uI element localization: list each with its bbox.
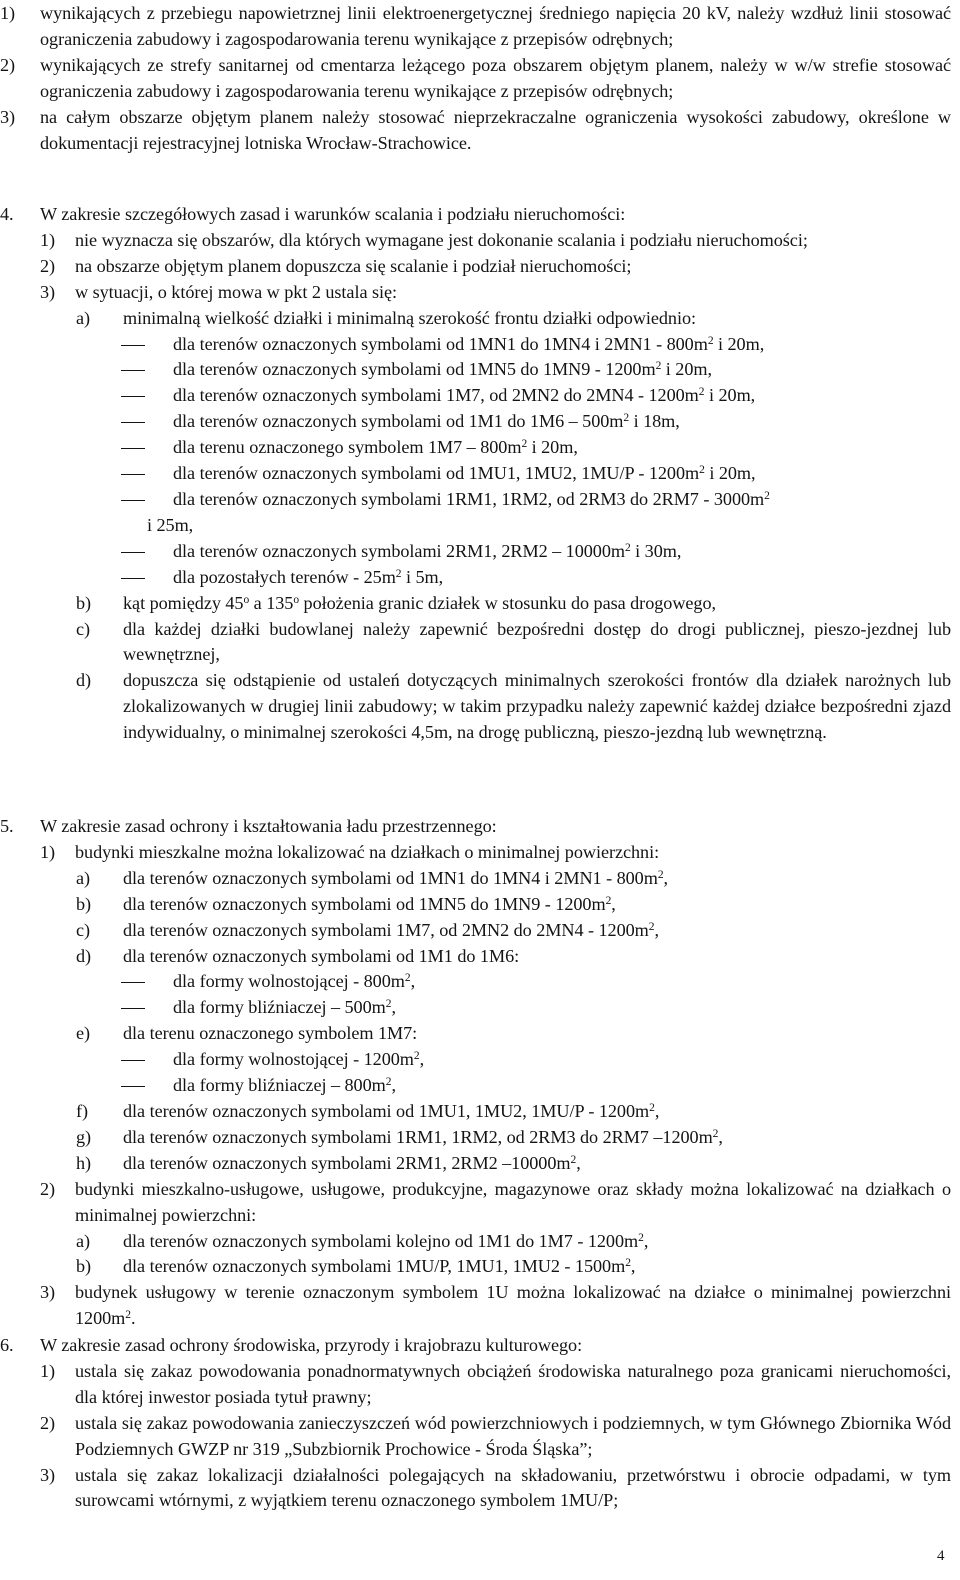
item-text: na całym obszarze objętym planem należy stosować nieprzekraczalne ograniczenia wysokości zabudowy, określone w dokumentacji rejestracyjnej lotniska Wrocław-Strachowice. [40,106,951,153]
item-letter: b) [76,893,92,914]
dash-text-end: i 20m, [704,463,756,484]
sub-item [0,892,951,918]
dash-bullet [121,500,145,501]
superscript: 2 [698,386,705,399]
dash-bullet [121,578,145,579]
sub-item [0,1021,951,1047]
section-5 [0,814,951,1332]
item-text-end: , [718,1126,723,1147]
sub-item [0,591,951,617]
item-text-end: , [576,1152,581,1173]
item-letter: a) [76,867,91,888]
item-text: dopuszcza się odstąpienie od ustaleń dotyczących minimalnych szerokości frontów dla działek narożnych lub zlokalizowanych w drugiej linii zabudowy; w takim przypadku należy zapewnić każdej działce bezpośredni zjazd indywidualny, o minimalnej szerokości 4,5m, na drogę publiczną, pieszo-jezdną lub wewnętrzną. [123,670,951,743]
item-text-end: . [130,1308,136,1329]
heading-text: W zakresie szczegółowych zasad i warunków scalania i podziału nieruchomości: [40,204,626,224]
section-number: 4. [0,204,14,224]
dash-bullet [121,552,145,553]
item-letter: c) [76,618,91,639]
item-text: na obszarze objętym planem dopuszcza się scalanie i podział nieruchomości; [75,255,632,276]
list-item [0,228,951,254]
dash-text-end: i 18m, [629,411,680,432]
superscript: 2 [655,360,662,373]
item-letter: b) [76,592,92,613]
item-text: dla każdej działki budowlanej należy zapewnić bezpośredni dostęp do drogi publicznej, pieszo-jezdnej lub wewnętrznej, [123,618,951,665]
dash-item [0,409,951,435]
sub-item [0,617,951,669]
item-text: ustala się zakaz powodowania ponadnormatywnych obciążeń środowiska naturalnego poza granicami nieruchomości, dla której inwestor posiada tytuł prawny; [75,1360,951,1407]
item-text: budynek usługowy w terenie oznaczonym symbolem 1U można lokalizować na działce o minimalnej powierzchni 1200m [75,1282,951,1329]
superscript: 2 [125,1309,131,1322]
superscript: 2 [707,334,714,347]
item-text: dla terenów oznaczonych symbolami od 1MU1, 1MU2, 1MU/P - 1200m [123,1100,650,1121]
dash-item-continuation [0,513,951,539]
dash-text: dla terenów oznaczonych symbolami od 1MU1, 1MU2, 1MU/P - 1200m [173,463,700,484]
section-number: 5. [0,816,14,836]
item-text: w sytuacji, o której mowa w pkt 2 ustala się: [75,281,398,302]
superscript: 2 [404,972,411,985]
dash-text-end: , [410,971,416,992]
dash-text: dla formy wolnostojącej - 800m [173,971,405,992]
list-item [0,1177,951,1229]
item-letter: g) [76,1126,92,1147]
section-heading [0,202,951,228]
item-letter: h) [76,1152,92,1173]
sub-item [0,1254,951,1280]
item-number: 1) [40,229,56,250]
item-text: dla terenów oznaczonych symbolami 1M7, od 2MN2 do 2MN4 - 1200m [123,919,649,940]
section-continuation [0,1,951,156]
dash-text-end: i 25m, [147,514,194,535]
item-text-end: , [643,1230,649,1251]
dash-bullet [121,396,145,397]
list-item [0,1411,951,1463]
superscript: 2 [712,1127,719,1140]
section-4 [0,202,951,746]
dash-text: dla formy bliźniaczej – 500m [173,997,386,1018]
degree-mark: o [243,593,250,606]
superscript: 2 [395,567,402,580]
dash-item [0,1047,951,1073]
item-letter: a) [76,307,91,328]
superscript: 2 [570,1153,577,1166]
dash-bullet [121,1060,145,1061]
dash-text-end: i 20m, [713,333,765,354]
item-letter: f) [76,1100,89,1121]
list-item [0,1463,951,1515]
list-item [0,105,951,157]
sub-item [0,1099,951,1125]
dash-item [0,565,951,591]
item-letter: a) [76,1230,91,1251]
item-number: 2) [40,1178,56,1199]
dash-bullet [121,1008,145,1009]
dash-item [0,487,951,513]
item-letter: e) [76,1023,91,1044]
dash-item [0,461,951,487]
dash-text: dla terenów oznaczonych symbolami 1M7, od 2MN2 do 2MN4 - 1200m [173,385,699,406]
sub-item [0,944,951,970]
superscript: 2 [605,894,612,907]
item-text-end: , [654,1100,660,1121]
dash-text-end: i 20m, [527,437,578,458]
dash-text: dla pozostałych terenów - 25m [173,566,396,587]
dash-item [0,435,951,461]
sub-item [0,1151,951,1177]
dash-text: dla terenów oznaczonych symbolami 1RM1, 1RM2, od 2RM3 do 2RM7 - 3000m [173,488,765,509]
sub-item [0,1125,951,1151]
item-number: 3) [0,106,16,127]
superscript: 2 [764,489,770,502]
item-number: 2) [40,255,56,276]
dash-bullet [121,448,145,449]
superscript: 2 [699,464,705,477]
item-text-end: , [611,893,616,914]
superscript: 2 [623,412,630,425]
item-text: wynikających ze strefy sanitarnej od cmentarza leżącego poza obszarem objętym planem, należy w w/w strefie stosować ograniczenia zabudowy i zagospodarowania terenu wynikające z przepisów odrębnych; [40,54,951,101]
item-text: ustala się zakaz powodowania zanieczyszczeń wód powierzchniowych i podziemnych, w tym Głównego Zbiornika Wód Podziemnych GWZP nr 319 „Subzbiornik Prochowice - Środa Śląska”; [75,1412,951,1459]
dash-item [0,383,951,409]
item-text: ustala się zakaz lokalizacji działalności polegających na składowaniu, przetwórstwu i obrocie odpadami, w tym surowcami wtórnymi, z wyjątkiem terenu oznaczonego symbolem 1MU/P; [75,1464,951,1511]
superscript: 2 [649,1101,655,1114]
section-6 [0,1333,951,1514]
superscript: 2 [521,438,528,451]
dash-item [0,1073,951,1099]
item-text: wynikających z przebiegu napowietrznej linii elektroenergetycznej średniego napięcia 20 kV, należy wzdłuż linii stosować ograniczenia zabudowy i zagospodarowania terenu wynikające z przepisów odrębnych; [40,3,951,49]
dash-text: dla terenów oznaczonych symbolami od 1MN5 do 1MN9 - 1200m [173,359,656,380]
item-letter: c) [76,919,91,940]
superscript: 2 [385,998,392,1011]
dash-item [0,539,951,565]
item-letter: d) [76,670,92,691]
dash-bullet [121,422,145,423]
sub-item [0,866,951,892]
dash-item [0,995,951,1021]
dash-text-end: , [391,1075,396,1096]
sub-item [0,918,951,944]
item-text-end: , [630,1256,636,1277]
item-text: dla terenów oznaczonych symbolami od 1MN1 do 1MN4 i 2MN1 - 800m [123,867,658,888]
superscript: 2 [657,868,664,881]
dash-text: dla terenów oznaczonych symbolami od 1MN1 do 1MN4 i 2MN1 - 800m [173,333,708,354]
dash-text-end: i 20m, [704,385,756,406]
dash-text-end: , [419,1049,425,1070]
section-heading [0,814,951,840]
item-number: 1) [40,841,56,862]
dash-text: dla terenów oznaczonych symbolami 2RM1, 2RM2 – 10000m [173,540,625,561]
item-text: dla terenów oznaczonych symbolami kolejno od 1M1 do 1M7 - 1200m [123,1230,639,1251]
dash-text: dla terenów oznaczonych symbolami od 1M1 do 1M6 – 500m [173,411,624,432]
item-letter: b) [76,1256,92,1277]
item-number: 1) [40,1360,56,1381]
item-text: dla terenów oznaczonych symbolami od 1M1 do 1M6: [123,945,520,966]
sub-item [0,668,951,746]
item-text: nie wyznacza się obszarów, dla których wymagane jest dokonanie scalania i podziału nieruchomości; [75,229,808,250]
dash-bullet [121,345,145,346]
sub-item [0,1229,951,1255]
dash-text-end: i 30m, [630,540,682,561]
dash-bullet [121,474,145,475]
section-number: 6. [0,1335,14,1355]
item-text: kąt pomiędzy 45 [123,592,244,613]
item-text: minimalną wielkość działki i minimalną szerokość frontu działki odpowiednio: [123,307,697,328]
dash-text: dla formy wolnostojącej - 1200m [173,1049,414,1070]
list-item [0,280,951,306]
dash-bullet [121,370,145,371]
superscript: 2 [385,1076,392,1089]
dash-item [0,332,951,358]
item-text-end: , [654,919,659,940]
dash-text: dla formy bliźniaczej – 800m [173,1075,386,1096]
heading-text: W zakresie zasad ochrony i kształtowania ładu przestrzennego: [40,816,497,836]
degree-mark: o [293,593,300,606]
item-text: położenia granic działek w stosunku do pasa drogowego, [299,592,717,613]
dash-text: dla terenu oznaczonego symbolem 1M7 – 800m [173,437,522,458]
superscript: 2 [638,1231,644,1244]
list-item [0,1280,951,1332]
section-heading [0,1333,951,1359]
item-text-end: , [663,867,669,888]
superscript: 2 [648,920,655,933]
item-number: 2) [0,54,16,75]
item-number: 1) [0,3,16,23]
item-text: a 135 [249,592,294,613]
page-number: 4 [937,1548,945,1564]
superscript: 2 [625,1257,631,1270]
item-number: 2) [40,1412,56,1433]
dash-bullet [121,1086,145,1087]
item-text: dla terenów oznaczonych symbolami 1MU/P, 1MU1, 1MU2 - 1500m [123,1256,626,1277]
dash-item [0,357,951,383]
dash-text-end: i 20m, [661,359,712,380]
item-text: dla terenu oznaczonego symbolem 1M7: [123,1023,418,1044]
item-letter: d) [76,945,92,966]
list-item [0,53,951,105]
item-number: 3) [40,1464,56,1485]
list-item [0,840,951,866]
heading-text: W zakresie zasad ochrony środowiska, przyrody i krajobrazu kulturowego: [40,1335,583,1355]
list-item [0,1359,951,1411]
superscript: 2 [413,1050,420,1063]
item-text: dla terenów oznaczonych symbolami 2RM1, 2RM2 –10000m [123,1152,571,1173]
list-item [0,1,951,53]
item-text: dla terenów oznaczonych symbolami 1RM1, 1RM2, od 2RM3 do 2RM7 –1200m [123,1126,713,1147]
dash-text-end: i 5m, [401,566,444,587]
dash-bullet [121,982,145,983]
dash-item [0,969,951,995]
sub-item [0,306,951,332]
item-text: budynki mieszkalne można lokalizować na działkach o minimalnej powierzchni: [75,841,660,862]
item-text: budynki mieszkalno-usługowe, usługowe, produkcyjne, magazynowe oraz składy można lokalizować na działkach o minimalnej powierzchni: [75,1178,951,1225]
item-text: dla terenów oznaczonych symbolami od 1MN5 do 1MN9 - 1200m [123,893,606,914]
list-item [0,254,951,280]
superscript: 2 [624,541,631,554]
dash-text-end: , [391,997,396,1018]
item-number: 3) [40,281,56,302]
item-number: 3) [40,1282,56,1303]
